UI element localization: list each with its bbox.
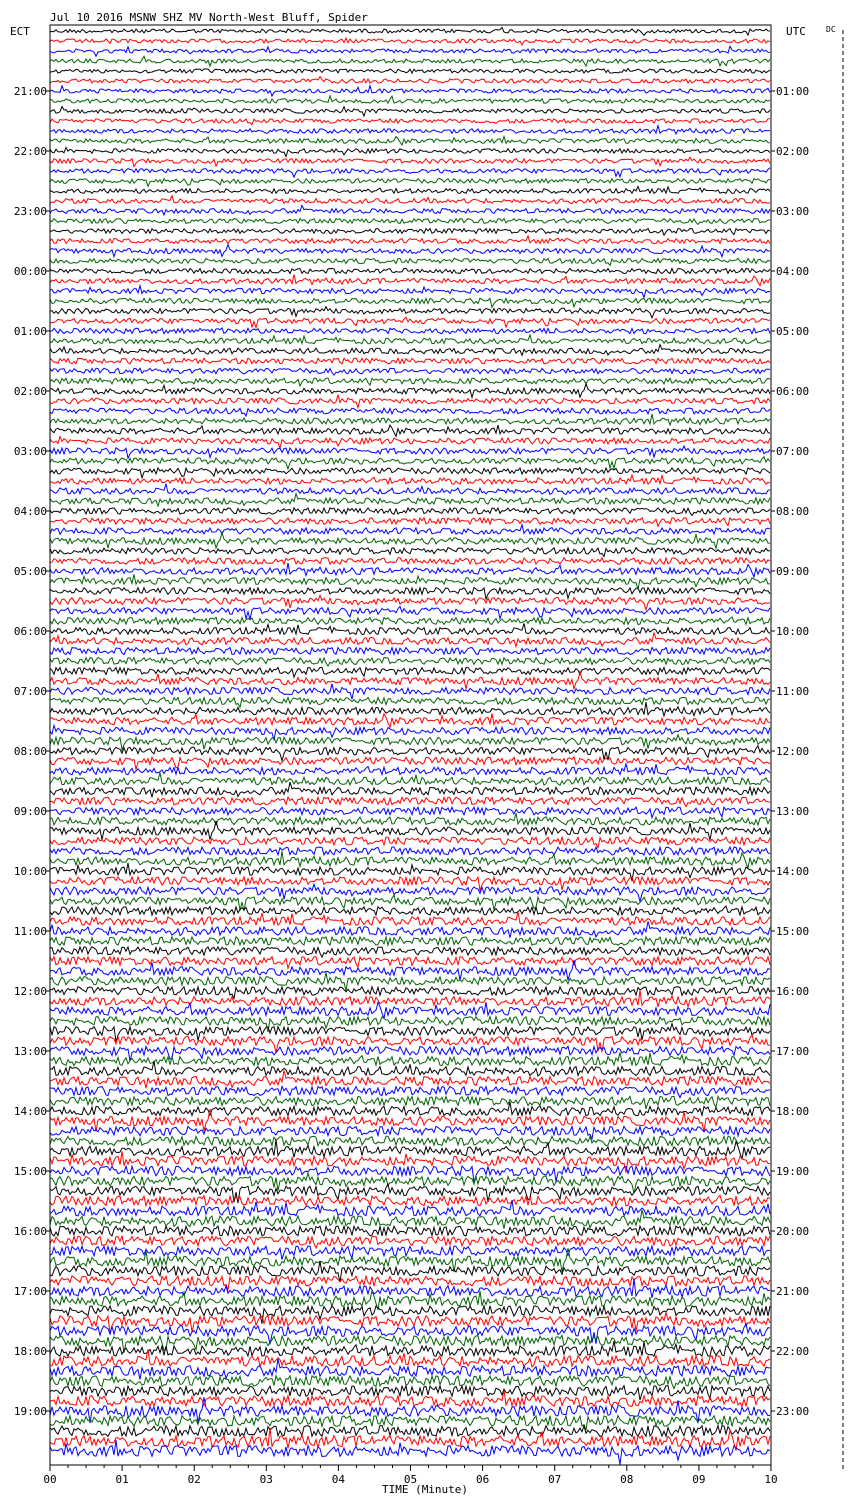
right-tick-label: 15:00	[776, 925, 810, 938]
left-tick-label: 06:00	[13, 625, 47, 638]
seismic-trace	[50, 96, 770, 103]
x-tick-label: 04	[331, 1473, 346, 1486]
seismic-trace	[50, 178, 770, 186]
seismic-trace	[50, 595, 770, 609]
left-tick-label: 17:00	[13, 1285, 47, 1298]
left-tick-label: 18:00	[13, 1345, 47, 1358]
left-tick-label: 04:00	[13, 505, 47, 518]
seismic-trace	[50, 947, 770, 957]
right-tick-label: 18:00	[776, 1105, 810, 1118]
seismic-trace	[50, 56, 770, 66]
seismic-trace	[50, 414, 770, 425]
right-tick-label: 08:00	[776, 505, 810, 518]
chart-title: Jul 10 2016 MSNW SHZ MV North-West Bluff, Spider	[50, 11, 368, 24]
seismic-trace	[50, 107, 770, 117]
seismic-trace	[50, 1416, 770, 1431]
seismic-trace	[50, 1136, 770, 1145]
x-tick-label: 07	[548, 1473, 562, 1486]
left-tick-label: 10:00	[13, 865, 47, 878]
seismic-trace	[50, 126, 770, 135]
seismic-trace	[50, 157, 770, 166]
seismic-trace	[50, 229, 770, 236]
right-tick-label: 02:00	[776, 145, 810, 158]
seismic-trace	[50, 425, 770, 436]
seismic-trace	[50, 525, 770, 535]
seismic-trace	[50, 298, 770, 307]
left-tick-label: 07:00	[13, 685, 47, 698]
seismic-trace	[50, 533, 770, 549]
seismic-trace	[50, 408, 770, 416]
seismic-trace	[50, 797, 770, 806]
seismic-trace	[50, 258, 770, 265]
right-tick-label: 14:00	[776, 865, 810, 878]
right-tick-label: 09:00	[776, 565, 810, 578]
seismic-trace	[50, 1151, 770, 1172]
seismic-trace	[50, 275, 770, 286]
seismic-trace	[50, 684, 770, 699]
seismic-trace	[50, 317, 770, 327]
seismic-trace	[50, 245, 770, 257]
seismic-trace	[50, 702, 770, 716]
right-tick-label: 23:00	[776, 1405, 810, 1418]
left-tick-label: 16:00	[13, 1225, 47, 1238]
seismic-trace	[50, 757, 770, 770]
left-tick-label: 11:00	[13, 925, 47, 938]
left-tick-label: 01:00	[13, 325, 47, 338]
seismic-trace	[50, 1426, 770, 1437]
right-tick-label: 04:00	[776, 265, 810, 278]
right-tick-label: 06:00	[776, 385, 810, 398]
right-tick-label: 03:00	[776, 205, 810, 218]
seismic-trace	[50, 895, 770, 911]
right-tick-label: 01:00	[776, 85, 810, 98]
seismic-trace	[50, 672, 770, 689]
seismic-trace	[50, 335, 770, 344]
seismic-trace	[50, 648, 770, 655]
seismic-trace	[50, 773, 770, 786]
seismic-trace	[50, 1102, 770, 1116]
seismic-trace	[50, 1173, 770, 1193]
left-tick-label: 19:00	[13, 1405, 47, 1418]
seismic-trace	[50, 268, 770, 273]
x-tick-label: 08	[620, 1473, 634, 1486]
seismic-trace	[50, 735, 770, 750]
seismic-trace	[50, 877, 770, 891]
right-tick-label: 11:00	[776, 685, 810, 698]
seismic-trace	[50, 957, 770, 969]
seismic-trace	[50, 1306, 770, 1324]
seismic-trace	[50, 837, 770, 848]
seismic-trace	[50, 972, 770, 990]
x-tick-label: 00	[43, 1473, 57, 1486]
seismic-trace	[50, 1376, 770, 1389]
seismic-trace	[50, 658, 770, 667]
x-tick-label: 02	[187, 1473, 201, 1486]
seismic-trace	[50, 1335, 770, 1352]
seismic-trace	[50, 1195, 770, 1206]
seismic-trace	[50, 1024, 770, 1042]
left-tick-label: 05:00	[13, 565, 47, 578]
x-tick-label: 10	[764, 1473, 778, 1486]
seismic-trace	[50, 38, 770, 45]
x-axis-label: TIME (Minute)	[381, 1483, 469, 1496]
right-tick-label: 10:00	[776, 625, 810, 638]
seismic-trace	[50, 1086, 770, 1097]
right-tick-label: 05:00	[776, 325, 810, 338]
left-tick-label: 13:00	[13, 1045, 47, 1058]
seismic-trace	[50, 847, 770, 855]
seismic-trace	[50, 446, 770, 458]
seismic-trace	[50, 1139, 770, 1159]
seismic-trace	[50, 119, 770, 125]
seismic-trace	[50, 286, 770, 298]
seismic-trace	[50, 782, 770, 797]
seismic-trace	[50, 813, 770, 825]
left-tick-label: 21:00	[13, 85, 47, 98]
seismic-trace	[50, 345, 770, 356]
seismic-trace	[50, 186, 770, 193]
seismic-trace	[50, 368, 770, 375]
left-tick-label: 00:00	[13, 265, 47, 278]
seismic-trace	[50, 1279, 770, 1298]
seismic-trace	[50, 1096, 770, 1109]
seismic-trace	[50, 28, 770, 36]
seismic-trace	[50, 558, 770, 565]
seismic-trace	[50, 475, 770, 484]
seismic-trace	[50, 205, 770, 215]
x-tick-label: 06	[475, 1473, 490, 1486]
seismic-trace	[50, 1226, 770, 1236]
seismic-trace	[50, 196, 770, 204]
seismic-trace	[50, 328, 770, 334]
seismic-trace	[50, 395, 770, 407]
seismic-trace	[50, 148, 770, 157]
seismic-trace	[50, 1428, 770, 1451]
left-time-axis	[14, 85, 50, 1418]
left-tick-label: 08:00	[13, 745, 47, 758]
seismic-trace	[50, 219, 770, 225]
x-tick-label: 03	[259, 1473, 273, 1486]
left-tick-label: 03:00	[13, 445, 47, 458]
seismic-trace	[50, 1359, 770, 1380]
right-tick-label: 20:00	[776, 1225, 810, 1238]
seismic-trace	[50, 1248, 770, 1272]
x-tick-label: 05	[403, 1473, 418, 1486]
seismic-trace	[50, 987, 770, 999]
seismic-trace	[50, 307, 770, 318]
left-tick-label: 09:00	[13, 805, 47, 818]
right-tick-label: 16:00	[776, 985, 810, 998]
seismic-trace	[50, 518, 770, 527]
left-tick-label: 23:00	[13, 205, 47, 218]
right-tick-label: 07:00	[776, 445, 810, 458]
seismic-trace	[50, 563, 770, 577]
left-tick-label: 02:00	[13, 385, 47, 398]
seismic-trace	[50, 714, 770, 728]
right-axis-label: UTC	[786, 25, 806, 38]
scale-label: DC	[826, 25, 836, 34]
seismic-trace	[50, 236, 770, 244]
seismic-trace	[50, 1017, 770, 1032]
seismic-trace	[50, 69, 770, 74]
seismic-trace	[50, 937, 770, 945]
left-tick-label: 12:00	[13, 985, 47, 998]
left-tick-label: 14:00	[13, 1105, 47, 1118]
seismic-trace	[50, 494, 770, 506]
seismic-trace	[50, 697, 770, 707]
seismic-trace	[50, 1071, 770, 1089]
right-tick-label: 19:00	[776, 1165, 810, 1178]
right-tick-label: 13:00	[776, 805, 810, 818]
seismic-trace	[50, 746, 770, 761]
seismic-trace	[50, 1291, 770, 1310]
seismic-trace	[50, 136, 770, 145]
seismic-trace	[50, 484, 770, 494]
seismic-trace	[50, 548, 770, 557]
seismic-trace	[50, 358, 770, 364]
seismic-trace	[50, 1246, 770, 1259]
right-tick-label: 12:00	[776, 745, 810, 758]
left-tick-label: 22:00	[13, 145, 47, 158]
x-tick-label: 01	[115, 1473, 129, 1486]
seismic-trace	[50, 168, 770, 177]
left-tick-label: 15:00	[13, 1165, 47, 1178]
seismic-trace	[50, 77, 770, 84]
right-tick-label: 22:00	[776, 1345, 810, 1358]
right-tick-label: 21:00	[776, 1285, 810, 1298]
seismic-trace	[50, 574, 770, 589]
seismic-trace	[50, 86, 770, 96]
seismic-trace	[50, 588, 770, 600]
seismic-trace	[50, 633, 770, 647]
seismic-trace	[50, 764, 770, 775]
seismic-trace	[50, 46, 770, 56]
seismic-trace	[50, 906, 770, 915]
x-tick-label: 09	[692, 1473, 706, 1486]
right-tick-label: 17:00	[776, 1045, 810, 1058]
seismic-trace	[50, 437, 770, 449]
seismic-trace	[50, 384, 770, 398]
seismic-trace	[50, 606, 770, 619]
seismic-trace	[50, 1200, 770, 1216]
plot-frame	[50, 25, 771, 1465]
seismic-trace	[50, 378, 770, 386]
left-axis-label: ECT	[10, 25, 30, 38]
seismic-trace	[50, 617, 770, 625]
seismic-trace	[50, 1341, 770, 1356]
seismic-trace	[50, 1210, 770, 1229]
seismic-trace	[50, 725, 770, 740]
trace-group	[50, 28, 770, 1465]
right-time-axis	[771, 85, 809, 1418]
seismic-trace	[50, 1002, 770, 1019]
seismic-trace	[50, 508, 770, 516]
